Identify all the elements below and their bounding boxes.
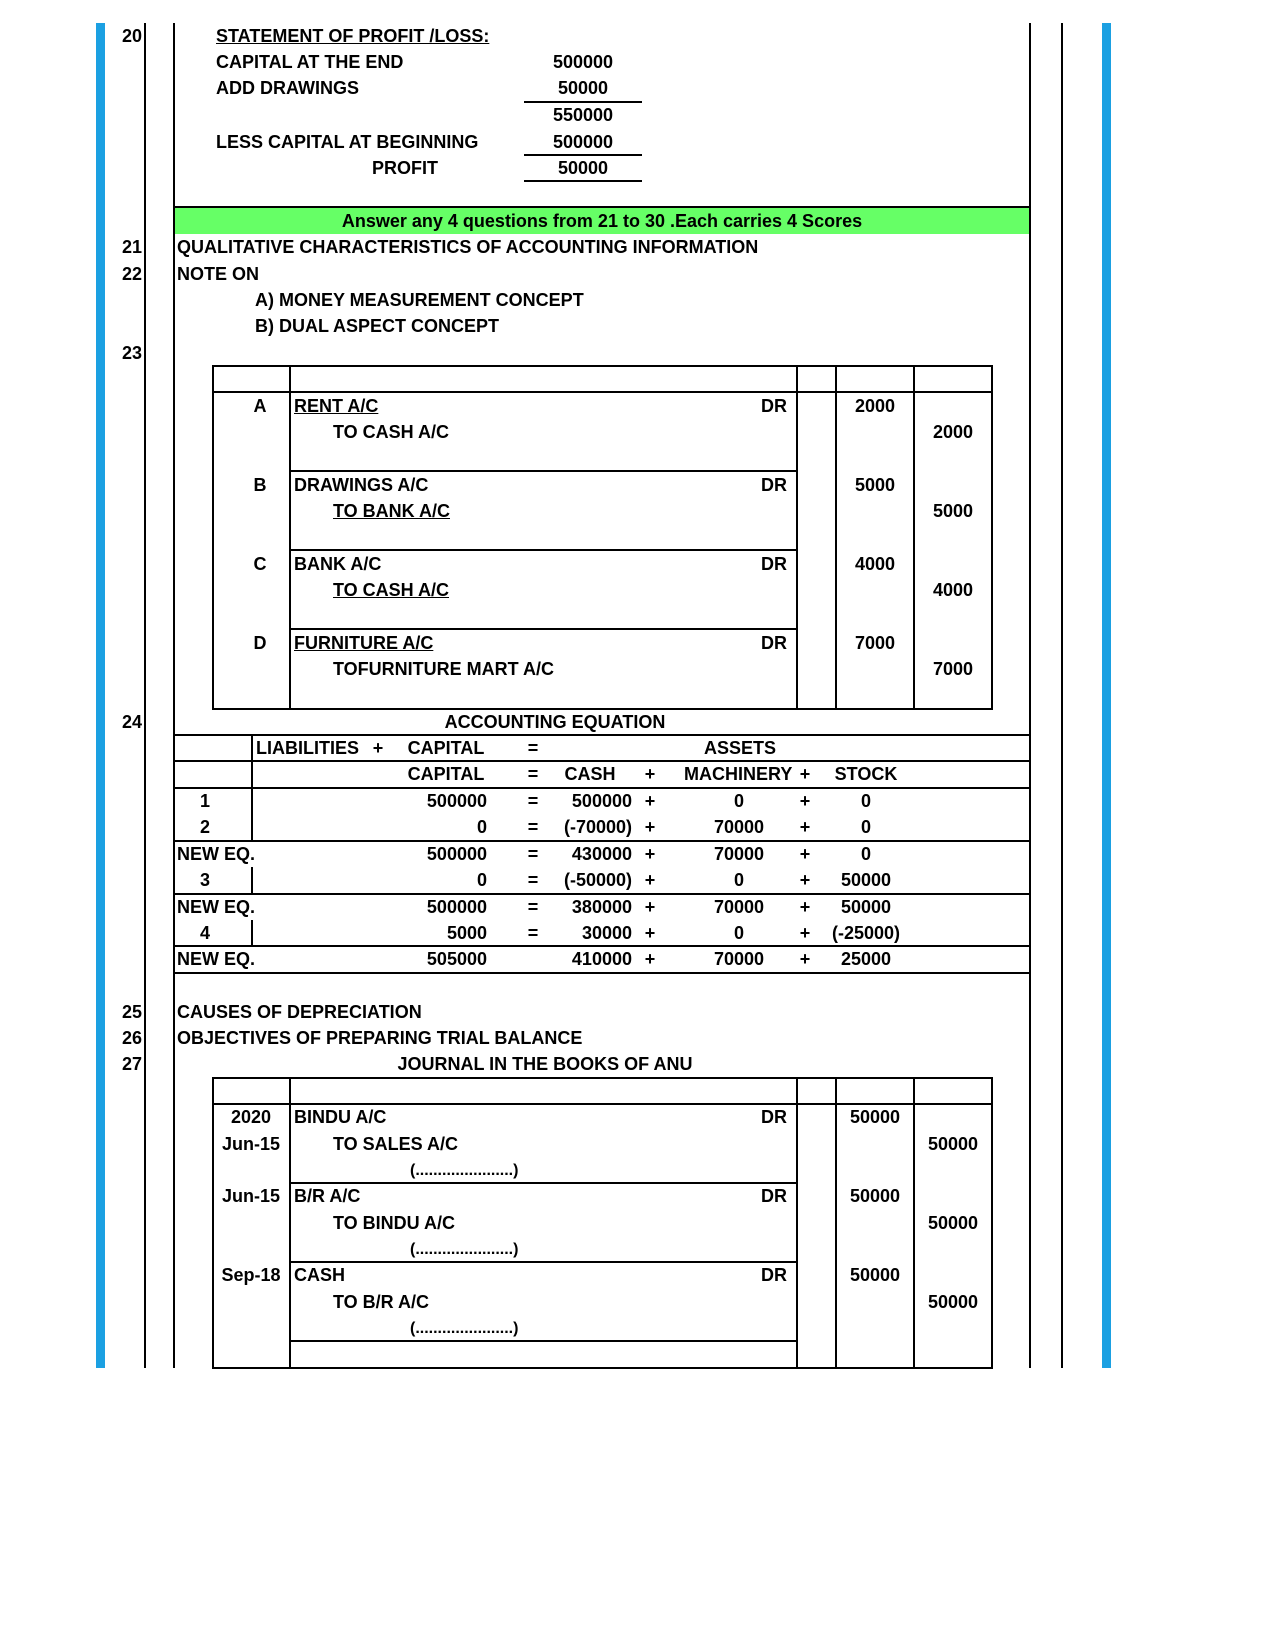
plus-sign: + [799,844,811,864]
row-line [289,470,798,472]
narration: (......................) [410,1241,519,1258]
entry-letter: A [253,396,267,416]
machinery-value: 0 [733,870,744,890]
equals-sign: = [527,791,539,811]
row-line [173,972,1031,974]
cash-value: 30000 [581,923,632,943]
capital-value: 500000 [426,844,487,864]
statement-value: 550000 [552,105,614,125]
equals-sign: = [527,870,539,890]
question-text: QUALITATIVE CHARACTERISTICS OF ACCOUNTING INFORMATION [177,237,759,257]
plus-sign: + [644,949,656,969]
col-line [289,1077,291,1369]
col-equals: = [527,764,539,784]
col-line [289,365,291,710]
dr-marker: DR [761,1265,787,1285]
question-text: CAUSES OF DEPRECIATION [177,1002,422,1022]
statement-title: STATEMENT OF PROFIT /LOSS: [216,26,490,46]
header-equals: = [527,738,539,758]
col-stock: STOCK [834,764,898,784]
journal-year: 2020 [230,1107,272,1127]
cash-value: 430000 [571,844,632,864]
statement-label: ADD DRAWINGS [216,78,359,98]
capital-value: 500000 [426,791,487,811]
row-line [173,734,1031,736]
capital-value: 0 [476,817,487,837]
credit-account: TOFURNITURE MART A/C [333,659,554,679]
col-capital: CAPITAL [407,764,485,784]
col-line [251,920,253,945]
col-line [796,365,798,710]
credit-amount: 7000 [932,659,974,679]
debit-account: FURNITURE A/C [294,633,434,653]
statement-value: 50000 [557,158,609,178]
debit-amount: 5000 [854,475,896,495]
question-number: 27 [121,1054,142,1074]
credit-account: TO SALES A/C [333,1134,459,1154]
rule [524,154,642,156]
header-capital: CAPITAL [407,738,485,758]
machinery-value: 70000 [713,897,765,917]
dr-marker: DR [761,1107,787,1127]
left-blue-border [96,23,105,1368]
credit-amount: 50000 [927,1292,979,1312]
question-number: 22 [121,264,142,284]
plus-sign: + [799,949,811,969]
cash-value: 410000 [571,949,632,969]
frame-line [144,23,146,1368]
question-number: 24 [121,712,142,732]
row-label: 4 [199,923,210,943]
capital-value: 505000 [426,949,487,969]
row-label: NEW EQ. [177,949,256,969]
frame-line [1029,23,1031,1368]
dr-marker: DR [761,475,787,495]
equals-sign: = [527,897,539,917]
credit-amount: 50000 [927,1134,979,1154]
plus-sign: + [644,897,656,917]
right-blue-border [1102,23,1111,1368]
question-number: 21 [121,237,142,257]
statement-label: PROFIT [372,158,438,178]
capital-value: 0 [476,870,487,890]
credit-amount: 5000 [932,501,974,521]
row-line [212,391,993,393]
entry-letter: C [253,554,267,574]
col-machinery: MACHINERY [684,764,793,784]
instruction-banner-text: Answer any 4 questions from 21 to 30 .Each carries 4 Scores [341,211,863,231]
credit-account: TO CASH A/C [333,422,450,442]
credit-amount: 50000 [927,1213,979,1233]
row-label: NEW EQ. [177,844,256,864]
entry-letter: B [253,475,267,495]
stock-value: 50000 [840,870,892,890]
credit-account: TO BINDU A/C [333,1213,456,1233]
machinery-value: 70000 [713,844,765,864]
plus-sign: + [644,817,656,837]
statement-value: 500000 [552,52,614,72]
narration: (......................) [410,1320,519,1337]
dr-marker: DR [761,396,787,416]
question-number: 26 [121,1028,142,1048]
credit-account: TO B/R A/C [333,1292,430,1312]
debit-amount: 2000 [854,396,896,416]
question-text: NOTE ON [177,264,260,284]
cash-value: (-50000) [563,870,632,890]
entry-date: Sep-18 [221,1265,281,1285]
credit-account: TO CASH A/C [333,580,450,600]
plus-sign: + [799,791,811,811]
stock-value: 0 [860,817,871,837]
stock-value: 25000 [840,949,892,969]
row-label: NEW EQ. [177,897,256,917]
row-line [289,1340,798,1342]
stock-value: 0 [860,791,871,811]
credit-account: TO BANK A/C [333,501,450,521]
header-assets: ASSETS [703,738,777,758]
note-item: A) MONEY MEASUREMENT CONCEPT [255,290,584,310]
equation-title: ACCOUNTING EQUATION [444,712,666,732]
row-line [173,787,1031,789]
header-liabilities: LIABILITIES [256,738,359,758]
plus-sign: + [799,870,811,890]
question-text: OBJECTIVES OF PREPARING TRIAL BALANCE [177,1028,583,1048]
plus-sign: + [799,817,811,837]
machinery-value: 70000 [713,949,765,969]
question-number: 25 [121,1002,142,1022]
debit-amount: 7000 [854,633,896,653]
row-label: 2 [199,817,210,837]
dr-marker: DR [761,1186,787,1206]
debit-amount: 50000 [849,1265,901,1285]
capital-value: 500000 [426,897,487,917]
statement-label: CAPITAL AT THE END [216,52,404,72]
machinery-value: 0 [733,791,744,811]
row-line [173,945,1031,947]
credit-amount: 4000 [932,580,974,600]
row-line [289,628,798,630]
row-line [173,840,1031,842]
debit-account: DRAWINGS A/C [294,475,429,495]
plus-sign: + [799,897,811,917]
col-cash: CASH [564,764,616,784]
question-number: 23 [121,343,142,363]
col-line [251,867,253,893]
debit-amount: 4000 [854,554,896,574]
row-line [289,1261,798,1263]
plus-sign: + [644,791,656,811]
cash-value: 500000 [571,791,632,811]
rule [524,101,642,103]
col-line [796,1077,798,1369]
plus-sign: + [644,923,656,943]
statement-value: 50000 [557,78,609,98]
row-label: 3 [199,870,210,890]
statement-label: LESS CAPITAL AT BEGINNING [216,132,479,152]
col-plus: + [644,764,656,784]
debit-amount: 50000 [849,1186,901,1206]
header-plus: + [372,738,384,758]
cash-value: (-70000) [563,817,632,837]
note-item: B) DUAL ASPECT CONCEPT [255,316,500,336]
question-number: 20 [121,26,142,46]
entry-date: Jun-15 [221,1134,281,1154]
row-line [173,893,1031,895]
col-plus: + [799,764,811,784]
dr-marker: DR [761,554,787,574]
plus-sign: + [644,870,656,890]
entry-date: Jun-15 [221,1186,281,1206]
entry-letter: D [253,633,267,653]
narration: (......................) [410,1162,519,1179]
plus-sign: + [644,844,656,864]
capital-value: 5000 [446,923,487,943]
col-line [251,734,253,840]
machinery-value: 0 [733,923,744,943]
debit-account: CASH [294,1265,346,1285]
debit-account: BINDU A/C [294,1107,387,1127]
dr-marker: DR [761,633,787,653]
journal-title: JOURNAL IN THE BOOKS OF ANU [397,1054,693,1074]
debit-account: BANK A/C [294,554,382,574]
statement-value: 500000 [552,132,614,152]
equals-sign: = [527,923,539,943]
rule [524,180,642,182]
row-line [289,549,798,551]
row-label: 1 [199,791,210,811]
cash-value: 380000 [571,897,632,917]
stock-value: 50000 [840,897,892,917]
equals-sign: = [527,817,539,837]
row-line [212,1103,993,1105]
credit-amount: 2000 [932,422,974,442]
stock-value: (-25000) [831,923,901,943]
row-line [173,760,1031,762]
frame-line [1061,23,1063,1368]
plus-sign: + [799,923,811,943]
debit-account: B/R A/C [294,1186,361,1206]
row-line [289,1182,798,1184]
stock-value: 0 [860,844,871,864]
equals-sign: = [527,844,539,864]
debit-amount: 50000 [849,1107,901,1127]
machinery-value: 70000 [713,817,765,837]
debit-account: RENT A/C [294,396,379,416]
